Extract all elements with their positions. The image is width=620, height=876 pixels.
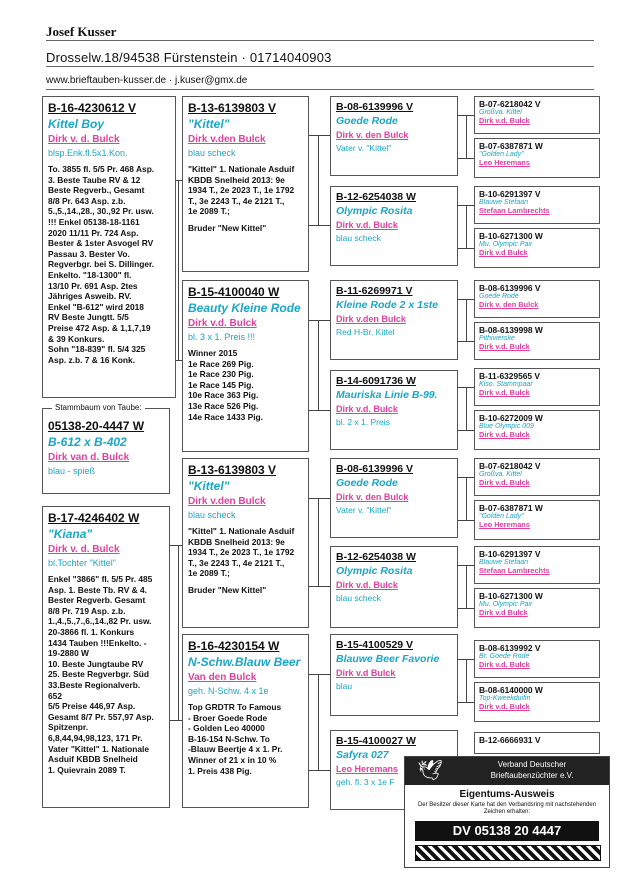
pedigree-connector (309, 674, 330, 675)
pigeon-name: Olympic Rosita (336, 565, 413, 577)
org-name-line1: Verband Deutscher (497, 760, 567, 769)
stammbaum-card (42, 408, 170, 494)
breeder-link: Dirk v.d. Bulck (479, 388, 530, 397)
pigeon-card-gen4 (474, 186, 600, 224)
pigeon-results: Enkel "3866" fl. 5/5 Pr. 485 Asp. 1. Beste Tb. RV & 4. Bester Regverb. Gesamt 8/8 Pr. 719 Asp. z.b. 1.,4.,5.,7.,6.,14.,82 Pr. usw. 20-3866 fl. 1. Konkurs 1434 Tauben !!!Enkelto. - 19-2880 W 10. Beste Jungtaube RV 25. Beste Regverbgr. Süd 33.Beste Regionalverb. 652 5/5 Preise 446,97 Asp. Gesamt 8/7 Pr. 557,97 Asp. Spitzenpr. 6,8,44,94,98,123, 171 Pr. Vater "Kittel" 1. Nationale Asduif KBDB Snelheid 1. Quievrain 2089 T. (48, 574, 154, 775)
pigeon-color: Red H-Br. Kittel (336, 327, 395, 337)
pedigree-connector (458, 430, 474, 431)
pigeon-name: Großva. Kittel (479, 471, 522, 478)
ownership-card (404, 756, 610, 868)
pigeon-card-gen2 (182, 634, 309, 808)
ring-number: B-15-4100529 V (336, 639, 414, 651)
breeder-link: Dirk v. den Bulck (336, 492, 409, 502)
header-divider (46, 89, 594, 90)
org-name-line2: Brieftaubenzüchter e.V. (490, 771, 574, 780)
stamp-header (405, 757, 609, 785)
pigeon-card-gen4 (474, 96, 600, 134)
pedigree-connector (466, 659, 467, 702)
ring-number: B-08-6139992 V (479, 643, 541, 653)
pigeon-name: "Golden Lady" (479, 151, 524, 158)
pedigree-connector (458, 608, 474, 609)
pedigree-connector (458, 341, 474, 342)
pedigree-connector (170, 545, 182, 546)
ring-number: B-08-6139996 V (336, 463, 414, 475)
pigeon-color: bl. 3 x 1. Preis !!! (188, 332, 256, 342)
pigeon-name: "Kittel" (188, 479, 230, 493)
pigeon-card-gen3 (330, 186, 458, 266)
pigeon-card-gen2 (182, 96, 309, 272)
ring-number: B-07-6387871 W (479, 503, 543, 513)
ring-number: B-08-6139998 W (479, 325, 543, 335)
breeder-link: Dirk v.d. Bulck (479, 342, 530, 351)
pigeon-card-gen4 (474, 546, 600, 584)
pigeon-color: Vater v. "Kittel" (336, 143, 392, 153)
pigeon-results: "Kittel" 1. Nationale Asduif KBDB Snelheid 2013: 9e 1934 T., 2e 2023 T., 1e 1792 T., 3e 2243 T., 4e 2121 T., 1e 2089 T.; (188, 526, 295, 579)
pigeon-card-gen3 (330, 370, 458, 450)
ring-number: B-12-6254038 W (336, 191, 416, 203)
pigeon-card-gen3 (330, 458, 458, 538)
pigeon-name: Br. Goede Rode (479, 653, 530, 660)
pigeon-name: Kittel Boy (48, 117, 105, 131)
pigeon-color: geh. N-Schw. 4 x 1e (188, 686, 269, 696)
header-divider (46, 66, 594, 67)
pedigree-connector (466, 477, 467, 520)
pedigree-connector (170, 720, 182, 721)
pigeon-card-gen3 (330, 96, 458, 176)
pigeon-name: B-612 x B-402 (48, 435, 127, 449)
pigeon-results: Top GRDTR To Famous - Broer Goede Rode - Golden Leo 40000 B-16-154 N-Schw. To -Blauw Beertje 4 x 1. Pr. Winner of 21 x in 10 % 1. Preis 438 Pig. (188, 702, 283, 776)
pedigree-connector (309, 770, 330, 771)
pigeon-color: Vater v. "Kittel" (336, 505, 392, 515)
pigeon-card-gen4 (474, 732, 600, 754)
pigeon-card-gen3 (330, 546, 458, 628)
breeder-link: Dirk v.d. Bulck (336, 404, 398, 414)
stammbaum-label: Stammbaum von Taube: (52, 403, 145, 412)
pigeon-color: blau (336, 681, 353, 691)
pedigree-connector (458, 248, 474, 249)
breeder-link: Van den Bulck (188, 672, 257, 683)
breeder-link: Stefaan Lambrechts (479, 566, 550, 575)
pigeon-results: "Kittel" 1. Nationale Asduif KBDB Snelheid 2013: 9e 1934 T., 2e 2023 T., 1e 1792 T., 3e 2243 T., 4e 2121 T., 1e 2089 T.; (188, 164, 295, 217)
breeder-link: Dirk v.d. Bulck (479, 478, 530, 487)
ring-number: B-08-6139996 V (479, 283, 541, 293)
header-divider (46, 40, 594, 41)
breeder-link: Leo Heremans (479, 158, 530, 167)
ring-number-band: DV 05138 20 4447 (415, 821, 599, 841)
breeder-link: Dirk v.d. Bulck (479, 660, 530, 669)
ring-number: B-07-6218042 V (479, 99, 541, 109)
pigeon-name: Olympic Rosita (336, 205, 413, 217)
breeder-link: Dirk v.d. Bulck (479, 116, 530, 125)
pigeon-note: Bruder "New Kittel" (188, 222, 267, 233)
ring-number: B-08-6140000 W (479, 685, 543, 695)
ring-number: B-12-6666931 V (479, 735, 541, 745)
ring-number: B-10-6291397 V (479, 549, 541, 559)
breeder-link: Dirk v.d. Bulck (336, 580, 398, 590)
ring-number: B-12-6254038 W (336, 551, 416, 563)
pigeon-name: N-Schw.Blauw Beer (188, 655, 301, 669)
pigeon-card-gen3 (330, 280, 458, 360)
breeder-link: Dirk v.den Bulck (188, 134, 266, 145)
pigeon-name: Kiso. Stammpaar (479, 381, 533, 388)
breeder-link: Dirk v.d Bulck (479, 608, 528, 617)
pigeon-card-gen4 (474, 458, 600, 496)
pigeon-name: Mauriska Linie B-99. (336, 389, 438, 401)
ring-number: B-15-4100027 W (336, 735, 416, 747)
pedigree-connector (178, 180, 179, 360)
breeder-link: Dirk v.d Bulck (336, 668, 396, 678)
breeder-link: Dirk v.d Bulck (479, 248, 528, 257)
pedigree-connector (309, 498, 330, 499)
ring-number: B-16-4230612 V (48, 101, 137, 115)
breeder-link: Dirk v.d. Bulck (188, 318, 257, 329)
pedigree-connector (309, 320, 330, 321)
breeder-link: Dirk v. d. Bulck (48, 134, 120, 145)
pedigree-connector (318, 320, 319, 410)
ring-number: B-08-6139996 V (336, 101, 414, 113)
pigeon-name: Safyra 027 (336, 749, 389, 761)
breeder-name: Josef Kusser (46, 24, 117, 39)
pigeon-name: Beauty Kleine Rode (188, 301, 301, 315)
breeder-link: Dirk v.den Bulck (188, 496, 266, 507)
pedigree-connector (466, 387, 467, 430)
pedigree-connector (466, 205, 467, 248)
pigeon-name: Kleine Rode 2 x 1ste (336, 299, 439, 311)
ring-number: B-16-4230154 W (188, 639, 280, 653)
ring-number: B-11-6269971 V (336, 285, 413, 297)
ring-number: B-07-6218042 V (479, 461, 541, 471)
breeder-link: Stefaan Lambrechts (479, 206, 550, 215)
ring-number: B-10-6272009 W (479, 413, 543, 423)
breeder-link: Dirk v. den Bulck (479, 300, 539, 309)
ring-number: B-10-6271300 W (479, 591, 543, 601)
pigeon-card-gen4 (474, 280, 600, 318)
pigeon-card-gen4 (474, 410, 600, 450)
pedigree-connector (178, 545, 179, 720)
breeder-link: Leo Heremans (479, 520, 530, 529)
pigeon-card-gen2 (182, 280, 309, 452)
pigeon-color: bl. 2 x 1. Preis (336, 417, 390, 427)
pigeon-name: Blauwe Stefaan (479, 199, 529, 206)
pigeon-name: Großva. Kittel (479, 109, 522, 116)
pigeon-name: Goede Rode (479, 293, 519, 300)
stamp-subtitle: Der Besitzer dieser Karte hat den Verbandsring mit nachstehenden Zeichen erhalten: (417, 802, 597, 815)
pedigree-connector (318, 135, 319, 225)
pedigree-connector (318, 498, 319, 586)
breeder-link: Dirk v.den Bulck (336, 314, 406, 324)
pigeon-color: blau - spieß (48, 466, 96, 476)
breeder-link: Dirk v.d. Bulck (479, 430, 530, 439)
pigeon-name: Blue Olympic 009 (479, 423, 534, 430)
pedigree-connector (458, 158, 474, 159)
ring-number: B-07-6387871 W (479, 141, 543, 151)
pigeon-results: To. 3855 fl. 5/5 Pr. 468 Asp. 3. Beste Taube RV & 12 Beste Regverb., Gesamt 8/8 Pr. 643 Asp. z.b. 5.,5.,14.,28., 30.,92 Pr. usw. !!! Enkel 05138-18-1161 2020 11/11 Pr. 724 Asp. Bester & 1ster Asvogel RV Passau 3. Bester Vo. Regverbgr. bei S. Dillinger. Enkelto. "18-1300" fl. 13/10 Pr. 691 Asp. 2tes Jähriges Asweib. RV. Enkel "B-612" wird 2018 RV Beste Jungtt. 5/5 Preise 472 Asp. & 1,1,7,19 & 39 Konkurs. Sohn "18-839" fl. 5/4 325 Asp. z.b. 7 & 16 Konk. (48, 164, 155, 365)
pigeon-name: Mu. Olympic Pair (479, 241, 533, 248)
pigeon-color: blau scheck (188, 510, 236, 520)
pigeon-color: blau scheck (336, 233, 381, 243)
breeder-link: Leo Heremans (336, 764, 399, 774)
breeder-link: Dirk v. den Bulck (336, 130, 409, 140)
pigeon-card-gen3 (330, 634, 458, 716)
decorative-pattern (415, 845, 601, 861)
ring-number: B-11-6329565 V (479, 371, 540, 381)
pigeon-name: Top-Kweekduifin (479, 695, 531, 702)
pigeon-card-gen4 (474, 322, 600, 360)
pigeon-card-dam (42, 506, 170, 808)
pigeon-color: blau scheck (336, 593, 381, 603)
pigeon-color: geh. fl. 3 x 1e F (336, 777, 395, 787)
ring-number: B-13-6139803 V (188, 463, 277, 477)
pigeon-name: Mu. Olympic Pair (479, 601, 533, 608)
pigeon-card-gen4 (474, 228, 600, 268)
pigeon-card-gen4 (474, 640, 600, 678)
pedigree-connector (309, 225, 330, 226)
pigeon-card-gen4 (474, 138, 600, 178)
pedigree-connector (318, 674, 319, 770)
pigeon-name: "Golden Lady" (479, 513, 524, 520)
ring-number: B-13-6139803 V (188, 101, 277, 115)
pedigree-connector (466, 115, 467, 158)
pigeon-logo-icon: 🕊 (417, 760, 443, 782)
pigeon-name: Pithivierske (479, 335, 515, 342)
pigeon-name: Goede Rode (336, 477, 398, 489)
stamp-title: Eigentums-Ausweis (459, 789, 555, 800)
pigeon-card-gen4 (474, 682, 600, 722)
pedigree-connector (466, 299, 467, 341)
pigeon-results: Winner 2015 1e Race 269 Pig. 1e Race 230 Pig. 1e Race 145 Pig. 10e Race 363 Pig. 13e Race 526 Pig. 14e Race 1433 Pig. (188, 348, 263, 422)
pigeon-color: bl.Tochter "Kittel" (48, 558, 116, 568)
breeder-link: Dirk v.d. Bulck (336, 220, 398, 230)
pigeon-card-sire (42, 96, 176, 398)
breeder-link: Dirk van d. Bulck (48, 452, 130, 463)
pigeon-name: "Kiana" (48, 527, 93, 541)
pigeon-card-gen4 (474, 368, 600, 406)
breeder-address: Drosselw.18/94538 Fürstenstein · 01714040903 (46, 50, 332, 65)
ring-number: B-17-4246402 W (48, 511, 140, 525)
pedigree-connector (458, 702, 474, 703)
pedigree-connector (466, 565, 467, 608)
pigeon-card-gen4 (474, 588, 600, 628)
breeder-link: Dirk v.d. Bulck (479, 702, 530, 711)
pigeon-card-gen2 (182, 458, 309, 628)
pigeon-name: "Kittel" (188, 117, 230, 131)
pigeon-name: Blauwe Beer Favorie (336, 653, 440, 665)
ring-number: B-14-6091736 W (336, 375, 416, 387)
ring-number: B-10-6291397 V (479, 189, 541, 199)
pedigree-connector (458, 520, 474, 521)
pigeon-name: Blauwe Stefaan (479, 559, 529, 566)
ring-number: B-10-6271300 W (479, 231, 543, 241)
ring-number: B-15-4100040 W (188, 285, 280, 299)
pigeon-note: Bruder "New Kittel" (188, 584, 267, 595)
pedigree-connector (309, 586, 330, 587)
pigeon-name: Goede Rode (336, 115, 398, 127)
breeder-link: Dirk v. d. Bulck (48, 544, 120, 555)
pigeon-card-gen4 (474, 500, 600, 540)
pedigree-connector (309, 410, 330, 411)
pigeon-color: blsp.Enk.fl.5x1.Kon. (48, 148, 128, 158)
pigeon-color: blau scheck (188, 148, 236, 158)
breeder-contact: www.brieftauben-kusser.de · j.kuser@gmx.de (46, 75, 248, 86)
ring-number: 05138-20-4447 W (48, 419, 145, 433)
pedigree-connector (309, 135, 330, 136)
